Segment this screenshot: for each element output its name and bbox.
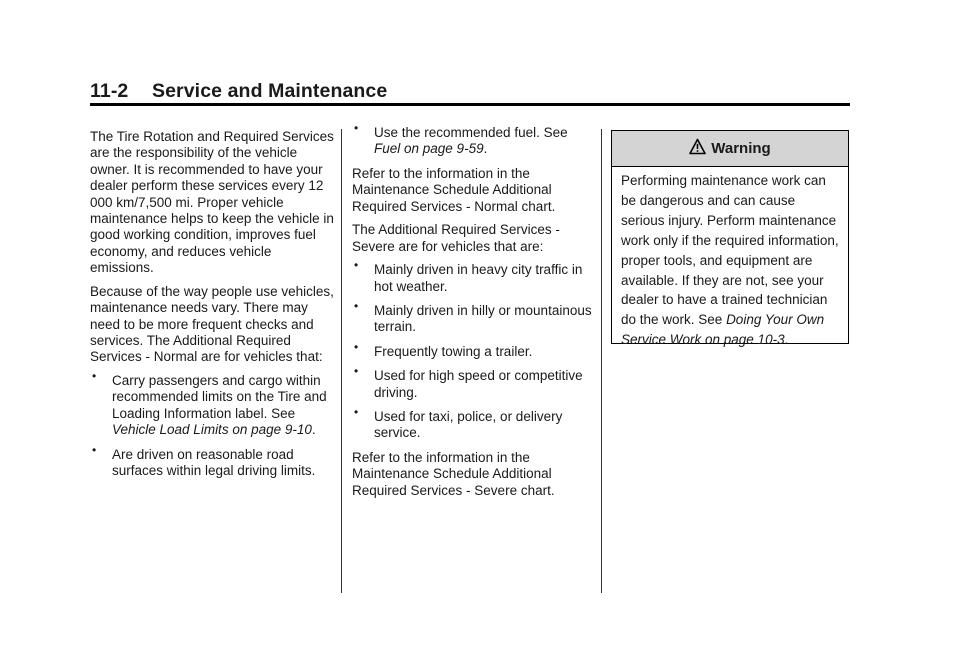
list-item: • Used for taxi, police, or delivery service. — [354, 405, 563, 441]
list-item: • Mainly driven in heavy city traffic in hot weather. — [354, 258, 583, 294]
list-item: • Carry passengers and cargo within recommended limits on the Tire and Loading Information label. See Vehicle Load Limits on page 9-10. — [92, 369, 327, 438]
cross-reference-link[interactable]: Fuel on page 9-59 — [374, 141, 484, 157]
cross-reference-link[interactable]: Doing Your Own Service Work on page 10-3 — [621, 312, 825, 348]
normal-conditions-list-continued — [352, 121, 592, 158]
list-item: • Are driven on reasonable road surfaces within legal driving limits. — [92, 442, 316, 479]
bullet-icon: • — [92, 369, 97, 384]
header-rule — [90, 103, 850, 106]
warning-title: Warning — [711, 140, 771, 157]
paragraph-normal-chart-ref: Refer to the information in the Maintenance Schedule Additional Required Services - Normal chart. — [352, 165, 556, 214]
list-item: • Mainly driven in hilly or mountainous terrain. — [354, 299, 592, 335]
column-1 — [90, 129, 334, 488]
paragraph-severe-chart-ref: Refer to the information in the Maintenance Schedule Additional Required Services - Severe chart. — [352, 449, 555, 498]
paragraph-tire-rotation: The Tire Rotation and Required Services are the responsibility of the vehicle owner. It is recommended to have your dealer perform these services every 12 000 km/7,500 mi. Proper vehicle maintenance helps to keep the vehicle in good working condition, improves fuel economy, and reduces vehicle emissions. — [90, 129, 334, 276]
warning-body: Performing maintenance work can be dangerous and can cause serious injury. Perform maintenance work only if the required information, proper tools, and equipment are available. If they are not, see your dealer to have a trained technician do the work. See Doing Your Own Service Work on page 10-3. — [621, 173, 839, 348]
paragraph-severe-intro: The Additional Required Services - Severe are for vehicles that are: — [352, 222, 560, 254]
bullet-icon: • — [354, 339, 359, 354]
bullet-icon: • — [354, 299, 359, 314]
page-number: 11-2 — [90, 80, 129, 102]
bullet-icon: • — [354, 364, 359, 379]
bullet-icon: • — [354, 258, 359, 273]
page-header — [90, 80, 387, 103]
column-2 — [352, 121, 592, 506]
warning-box — [611, 130, 849, 348]
severe-conditions-list — [352, 258, 592, 442]
warning-triangle-icon — [689, 138, 706, 155]
cross-reference-link[interactable]: Vehicle Load Limits on page 9-10 — [112, 422, 312, 438]
column-divider — [601, 129, 602, 593]
list-item: • Frequently towing a trailer. — [354, 339, 533, 359]
bullet-icon: • — [354, 405, 359, 420]
list-item: • Use the recommended fuel. See Fuel on page 9-59. — [354, 121, 568, 157]
bullet-icon: • — [354, 121, 359, 135]
paragraph-maintenance-needs: Because of the way people use vehicles, maintenance needs vary. There may need to be more frequent checks and services. The Additional Required Services - Normal are for vehicles that: — [90, 283, 334, 365]
normal-conditions-list — [90, 369, 334, 479]
warning-header — [612, 131, 848, 167]
section-title: Service and Maintenance — [152, 80, 388, 102]
column-divider — [341, 129, 342, 593]
bullet-icon: • — [92, 442, 97, 457]
list-item: • Used for high speed or competitive driving. — [354, 364, 583, 400]
